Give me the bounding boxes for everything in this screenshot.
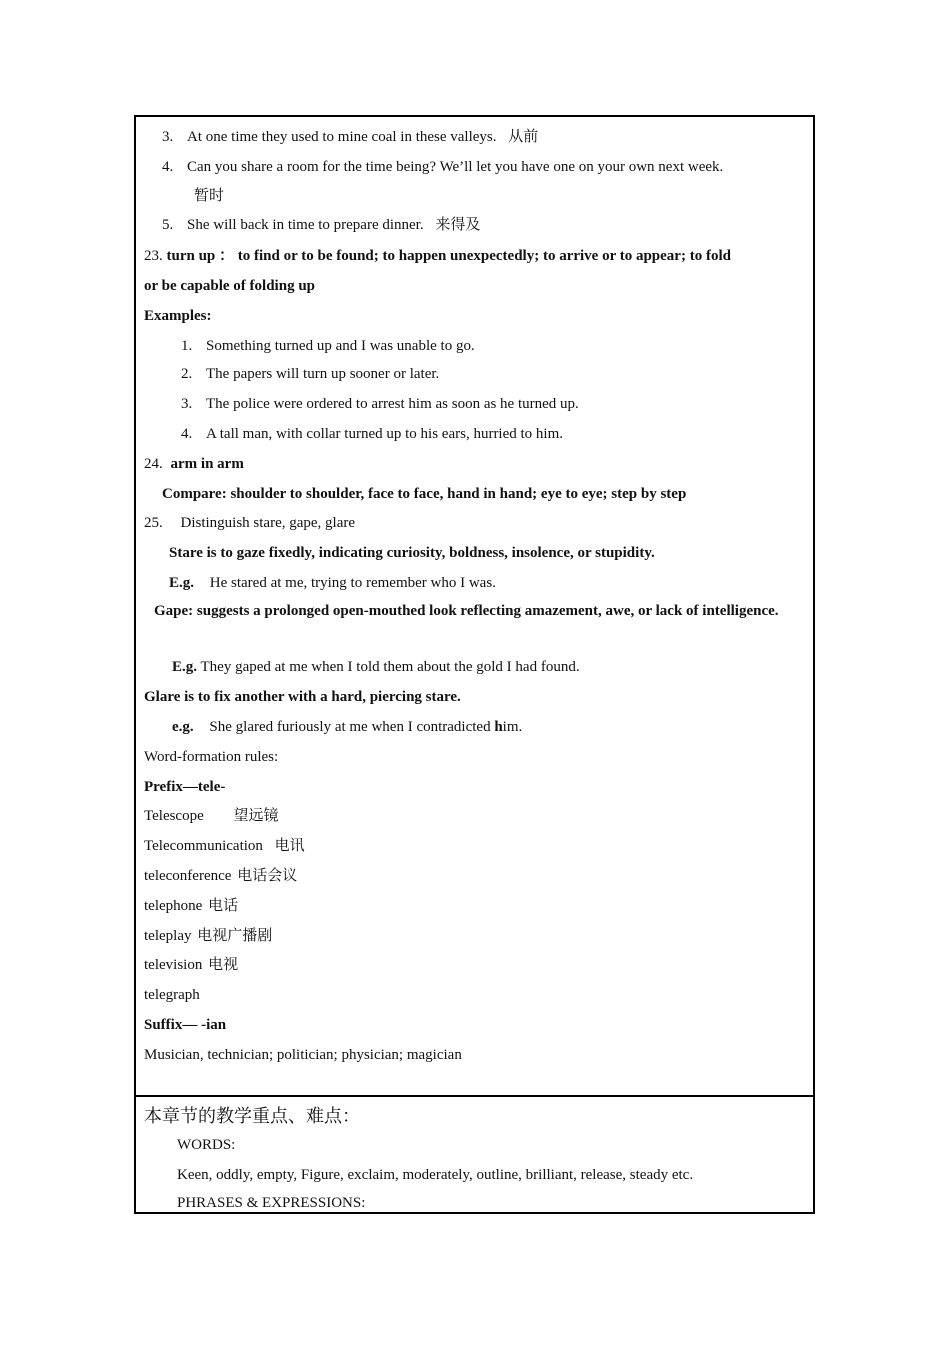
example-text: She will back in time to prepare dinner. [187,217,424,233]
suffix-words: Musician, technician; politician; physician; magician [144,1047,462,1063]
gape-example [172,657,580,677]
example-translation: 来得及 [435,217,481,233]
word-cn: 电视广播剧 [197,928,273,944]
word-formation-title: Word-formation rules: [144,749,279,765]
word-cn: 望远镜 [233,808,279,824]
glare-example [172,717,522,737]
phrases-label: PHRASES & EXPRESSIONS: [177,1195,366,1211]
key-points-title: 本章节的教学重点、难点： [144,1106,360,1126]
eg-label: e.g. [172,719,194,735]
prefix-word [144,806,279,826]
stare-example [169,573,496,593]
item-23-heading [144,246,731,266]
prefix-word [144,955,238,975]
prefix-word [144,926,272,946]
example-number: 4. [181,426,193,442]
example-number: 1. [181,338,193,354]
example-row [162,157,723,177]
word-cn: 电视 [208,957,239,973]
word-en: telegraph [144,987,200,1003]
eg-text-bold: h [494,719,503,735]
examples-label: Examples: [144,308,212,324]
example-number: 5. [162,217,174,233]
item-25-heading [144,513,355,533]
example-row [181,336,475,356]
example-text: Can you share a room for the time being? We’ll let you have one on your own next week. [187,159,724,175]
example-number: 4. [162,159,174,175]
item-phrase: Distinguish stare, gape, glare [180,515,356,531]
example-text: A tall man, with collar turned up to his ears, hurried to him. [206,426,564,442]
item-number: 25. [144,515,163,531]
word-en: Telecommunication [144,838,263,854]
words-label: WORDS: [177,1137,236,1153]
example-row [181,364,439,384]
word-en: teleconference [144,868,232,884]
word-en: telephone [144,898,203,914]
word-en: television [144,957,203,973]
example-translation: 暂时 [194,188,225,204]
example-row [162,127,538,147]
eg-text: He stared at me, trying to remember who I was. [209,575,496,591]
example-row [181,394,579,414]
example-number: 3. [162,129,174,145]
item-24-heading [144,454,244,474]
word-cn: 电讯 [274,838,305,854]
section-divider [136,1095,813,1097]
prefix-word [144,896,238,916]
example-row [181,424,563,444]
example-text: The police were ordered to arrest him as soon as he turned up. [206,396,579,412]
eg-text: She glared furiously at me when I contradicted [209,719,495,735]
item-phrase: arm in arm [170,456,244,472]
prefix-word [144,836,305,856]
example-number: 2. [181,366,193,382]
item-definition: turn up ： to find or to be found; to happen unexpectedly; to arrive or to appear; to fold [166,248,731,264]
word-cn: 电话 [208,898,239,914]
glare-definition: Glare is to fix another with a hard, piercing stare. [144,689,461,705]
example-number: 3. [181,396,193,412]
compare-line: Compare: shoulder to shoulder, face to face, hand in hand; eye to eye; step by step [162,486,687,502]
example-text: At one time they used to mine coal in these valleys. [187,129,497,145]
content-table [134,115,815,1214]
prefix-label: Prefix—tele- [144,779,226,795]
eg-text-end: im. [502,719,523,735]
word-cn: 电话会议 [237,868,298,884]
item-definition-cont: or be capable of folding up [144,278,315,294]
item-number: 23. [144,248,163,264]
word-en: teleplay [144,928,192,944]
example-text: Something turned up and I was unable to go. [206,338,475,354]
suffix-label: Suffix— -ian [144,1017,227,1033]
eg-label: E.g. [169,575,195,591]
eg-label: E.g. [172,659,198,675]
stare-definition: Stare is to gaze fixedly, indicating curiosity, boldness, insolence, or stupidity. [169,545,655,561]
gape-definition: Gape: suggests a prolonged open-mouthed look reflecting amazement, awe, or lack of intelligence. [154,603,779,619]
word-en: Telescope [144,808,204,824]
prefix-word [144,985,200,1005]
example-text: The papers will turn up sooner or later. [206,366,440,382]
example-translation: 从前 [508,129,539,145]
prefix-word [144,866,297,886]
words-list: Keen, oddly, empty, Figure, exclaim, moderately, outline, brilliant, release, steady etc. [177,1167,694,1183]
item-number: 24. [144,456,163,472]
eg-text: They gaped at me when I told them about the gold I had found. [200,659,580,675]
example-row [162,215,480,235]
